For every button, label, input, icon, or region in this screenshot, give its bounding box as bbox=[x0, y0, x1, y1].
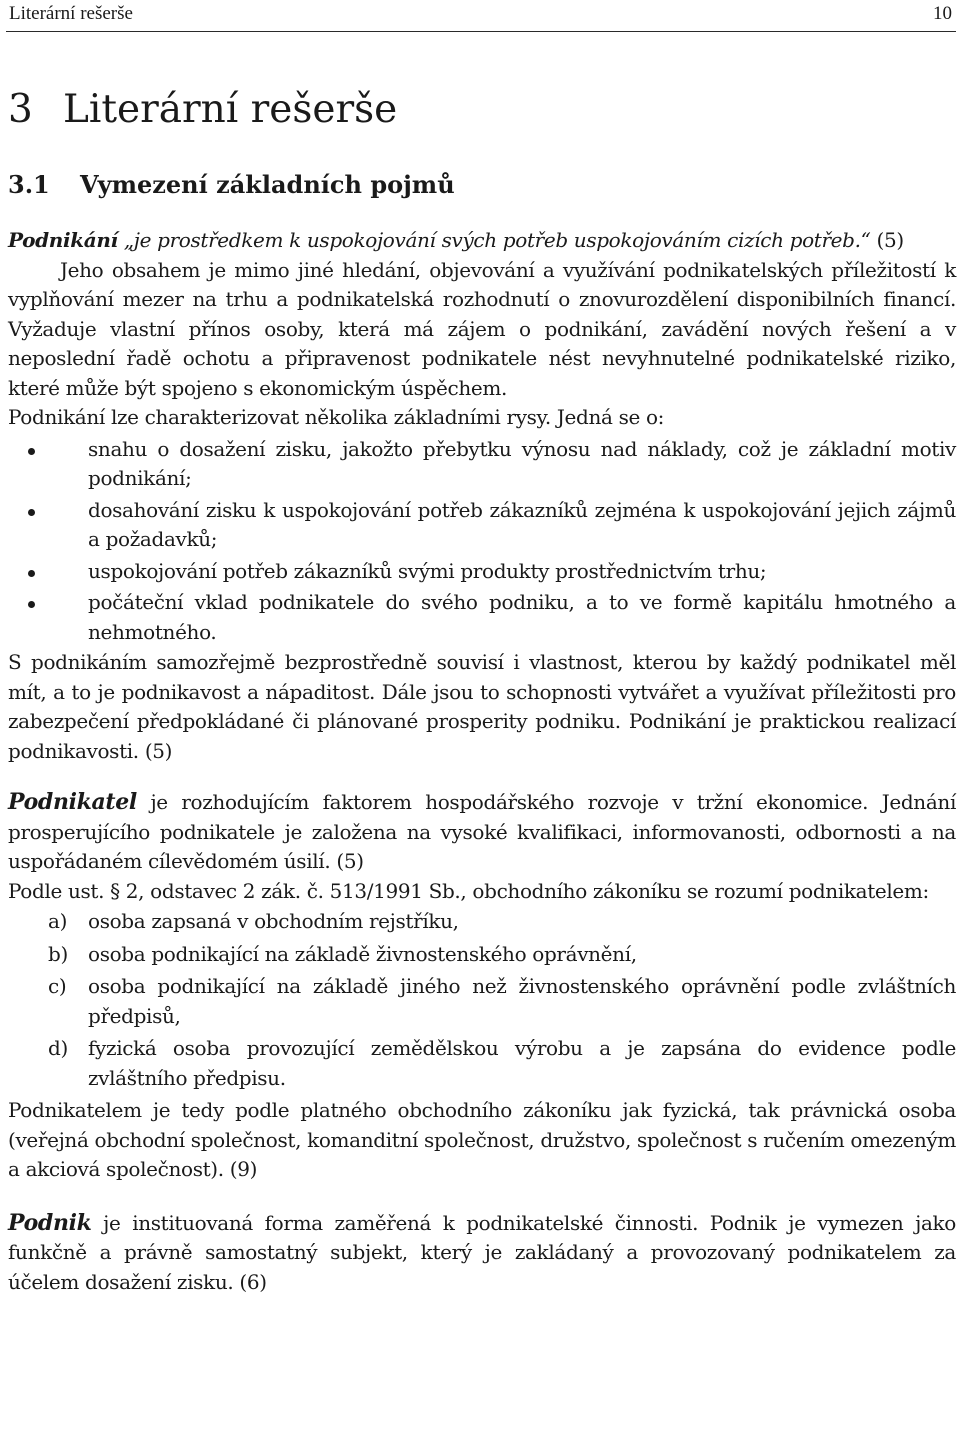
paragraph-zakon: Podle ust. § 2, odstavec 2 zák. č. 513/1991 Sb., obchodního zákoníku se rozumí podnikatelem: bbox=[8, 878, 929, 903]
list-item: b) osoba podnikající na základě živnostenského oprávnění, bbox=[8, 940, 956, 970]
list-marker: a) bbox=[48, 909, 68, 933]
term-podnikani: Podnikání bbox=[8, 228, 118, 252]
list-item: dosahování zisku k uspokojování potřeb zákazníků zejména k uspokojování jejich zájmů a požadavků; bbox=[8, 496, 956, 555]
chapter-title: Literární rešerše bbox=[63, 87, 398, 132]
list-marker: c) bbox=[48, 974, 67, 998]
bullet-icon bbox=[28, 448, 35, 455]
paragraph-definition-podnikatel bbox=[8, 788, 956, 877]
chapter-number: 3 bbox=[8, 87, 33, 132]
podnik-text: je instituovaná forma zaměřená k podnikatelské činnosti. Podnik je vymezen jako funkčně a právně samostatný subjekt, který je zakládaný a provozovaný podnikatelem za účelem dosažení zisku. (6) bbox=[8, 1210, 956, 1294]
running-header bbox=[6, 0, 956, 32]
list-item: d) fyzická osoba provozující zemědělskou výrobu a je zapsána do evidence podle zvláštního předpisu. bbox=[48, 1036, 956, 1090]
paragraph-definition-podnik bbox=[8, 1209, 956, 1298]
paragraph-pravni-formy: Podnikatelem je tedy podle platného obchodního zákoníku jak fyzická, tak právnická osoba (veřejná obchodní společnost, komanditní společnost, družstvo, společnost s ručením omezeným a akciová společnost). (9) bbox=[8, 1098, 956, 1181]
page-content bbox=[8, 80, 956, 1297]
page-number: 10 bbox=[933, 3, 952, 24]
section-number: 3.1 bbox=[8, 170, 50, 199]
list-item: a) osoba zapsaná v obchodním rejstříku, bbox=[8, 907, 956, 937]
citation: (5) bbox=[870, 228, 904, 252]
term-podnik: Podnik bbox=[8, 1209, 92, 1236]
list-marker: b) bbox=[48, 941, 68, 966]
list-item: uspokojování potřeb zákazníků svými produkty prostřednictvím trhu; bbox=[8, 557, 956, 587]
lettered-list-podnikatel bbox=[8, 907, 956, 1093]
bullet-icon bbox=[28, 601, 35, 608]
section-heading bbox=[8, 170, 956, 200]
podnikatel-text: je rozhodujícím faktorem hospodářského rozvoje v tržní ekonomice. Jednání prosperujícího podnikatele je založena na vysoké kvalifikaci, informovanosti, odbornosti a na uspořádaném cílevědomém úsilí. (5) bbox=[8, 790, 956, 873]
paragraph-podnikavost: S podnikáním samozřejmě bezprostředně souvisí i vlastnost, kterou by každý podnikatel měl mít, a to je podnikavost a nápaditost. Dále jsou to schopnosti vytvářet a využívat příležitosti pro zabezpečení předpokládané či plánované prosperity podniku. Podnikání je praktickou realizací podnikavosti. (5) bbox=[8, 650, 956, 763]
paragraph-obsah: Jeho obsahem je mimo jiné hledání, objevování a využívání podnikatelských příležitostí k vyplňování mezer na trhu a podnikatelská rozhodnutí o znovurozdělení disponibilních financí. Vyžaduje vlastní přínos osoby, která má zájem o podnikání, zavádění nových řešení a v neposlední řadě ochotu a připravenost podnikatele nést nevyhnutelné podnikatelské riziko, které může být spojeno s ekonomickým úspěchem. bbox=[8, 257, 956, 400]
definition-text: „je prostředkem k uspokojování svých potřeb uspokojováním cizích potřeb.“ bbox=[117, 228, 871, 252]
list-item: snahu o dosažení zisku, jakožto přebytku výnosu nad náklady, což je základní motiv podnikání; bbox=[8, 435, 956, 494]
bullet-icon bbox=[28, 509, 35, 516]
list-marker: d) bbox=[48, 1036, 68, 1060]
section-title: Vymezení základních pojmů bbox=[80, 170, 455, 199]
paragraph-rysy-intro: Podnikání lze charakterizovat několika základními rysy. Jedná se o: bbox=[8, 405, 665, 429]
chapter-heading bbox=[8, 80, 956, 140]
bullet-list-rysy bbox=[8, 435, 956, 648]
list-item: počáteční vklad podnikatele do svého podniku, a to ve formě kapitálu hmotného a nehmotného. bbox=[8, 588, 956, 647]
term-podnikatel: Podnikatel bbox=[8, 789, 137, 815]
list-item: c) osoba podnikající na základě jiného než živnostenského oprávnění podle zvláštních předpisů, bbox=[48, 974, 956, 1028]
paragraph-definition-podnikani bbox=[8, 226, 956, 256]
header-title: Literární rešerše bbox=[9, 3, 133, 24]
bullet-icon bbox=[28, 570, 35, 577]
